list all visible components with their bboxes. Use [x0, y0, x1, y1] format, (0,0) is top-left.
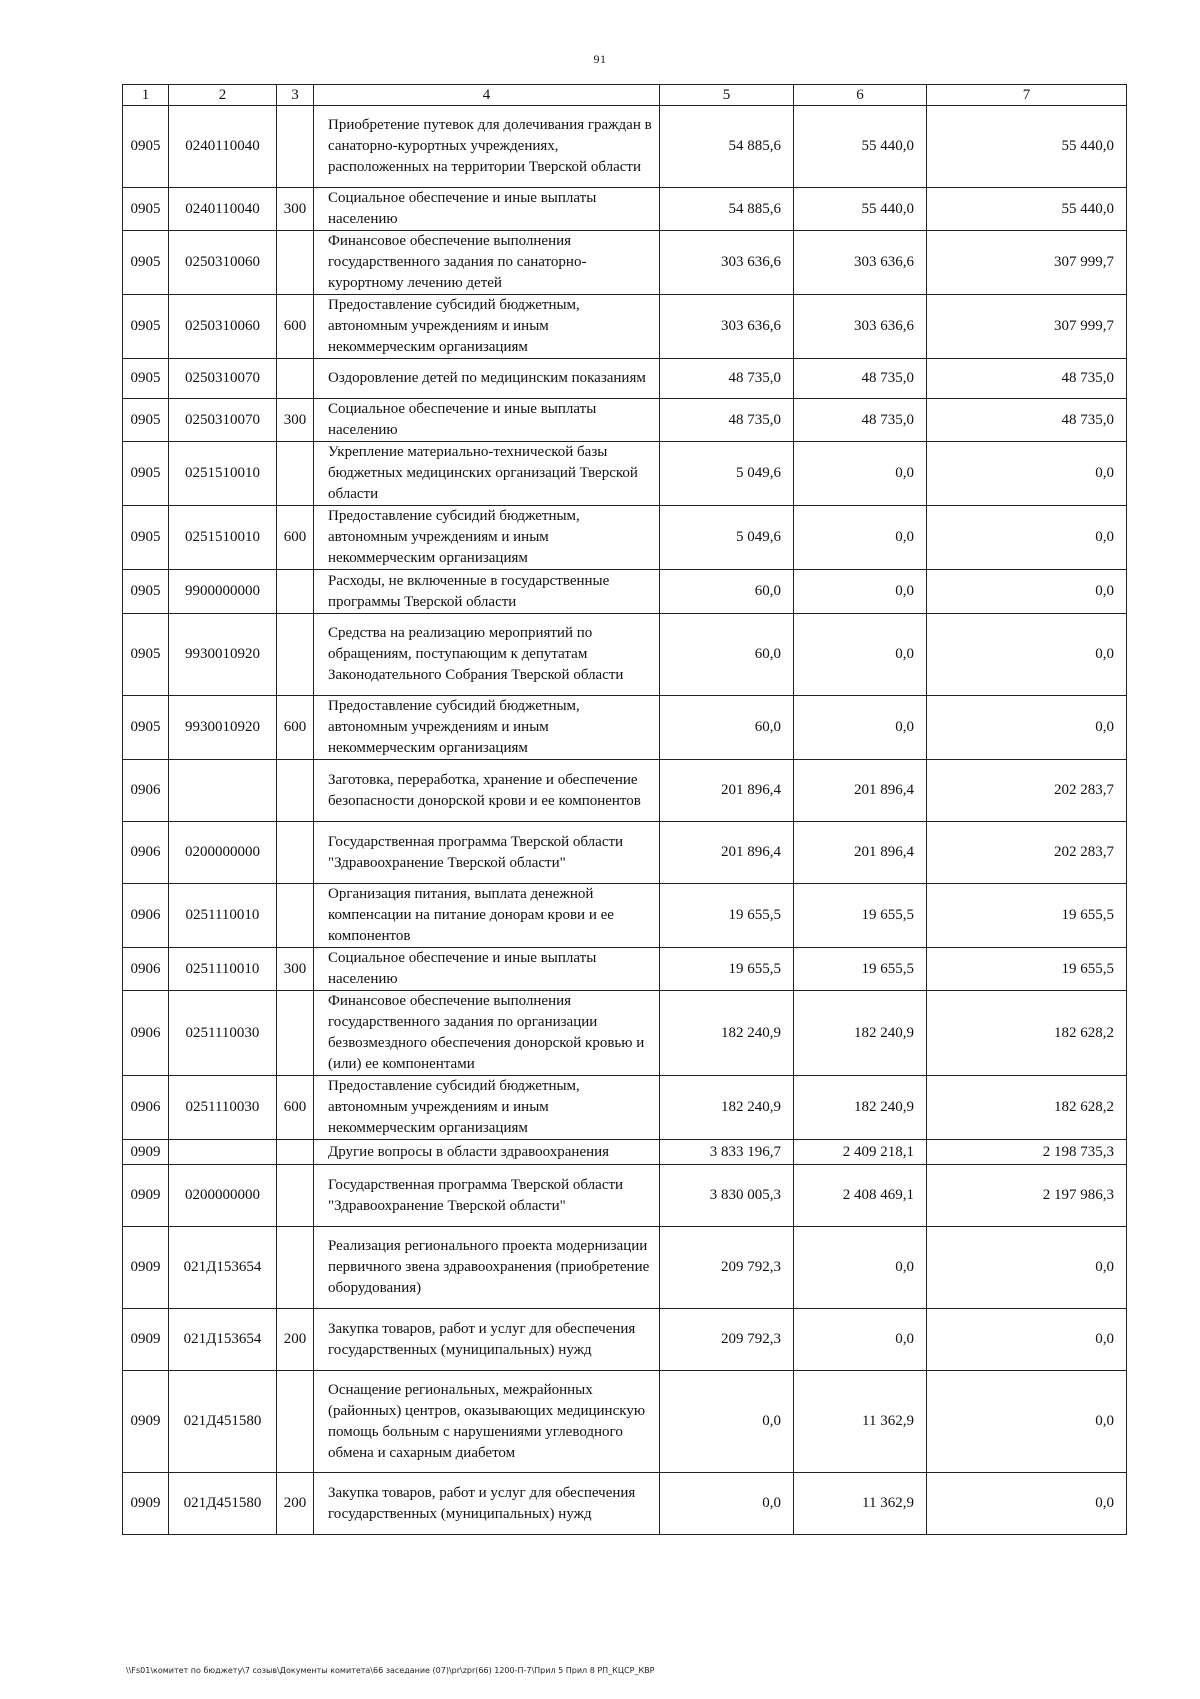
- table-row: [123, 1165, 1127, 1227]
- cell-amount-col5: 201 896,4: [660, 760, 794, 822]
- cell-section-code: 0905: [123, 442, 169, 506]
- table-row: [123, 1076, 1127, 1140]
- cell-description: Социальное обеспечение и иные выплаты населению: [314, 188, 660, 231]
- cell-target-article: 0240110040: [169, 106, 277, 188]
- cell-expense-type: [277, 1227, 314, 1309]
- cell-amount-col7: 48 735,0: [927, 399, 1127, 442]
- table-row: [123, 614, 1127, 696]
- cell-expense-type: [277, 614, 314, 696]
- cell-amount-col5: 5 049,6: [660, 506, 794, 570]
- cell-description: Оснащение региональных, межрайонных (районных) центров, оказывающих медицинскую помощь больным с нарушениями углеводного обмена и сахарным диабетом: [314, 1371, 660, 1473]
- cell-description: Государственная программа Тверской области "Здравоохранение Тверской области": [314, 822, 660, 884]
- cell-amount-col7: 0,0: [927, 696, 1127, 760]
- cell-amount-col5: 303 636,6: [660, 231, 794, 295]
- cell-amount-col7: 182 628,2: [927, 991, 1127, 1076]
- cell-amount-col5: 0,0: [660, 1371, 794, 1473]
- cell-amount-col5: 3 830 005,3: [660, 1165, 794, 1227]
- cell-target-article: 0250310070: [169, 399, 277, 442]
- cell-section-code: 0905: [123, 359, 169, 399]
- cell-amount-col5: 182 240,9: [660, 991, 794, 1076]
- cell-amount-col6: 182 240,9: [794, 1076, 927, 1140]
- header-col-1: 1: [123, 85, 169, 106]
- table-row: [123, 1140, 1127, 1165]
- cell-expense-type: 200: [277, 1309, 314, 1371]
- cell-section-code: 0905: [123, 399, 169, 442]
- cell-amount-col7: 19 655,5: [927, 948, 1127, 991]
- cell-amount-col5: 209 792,3: [660, 1227, 794, 1309]
- cell-target-article: 021Д451580: [169, 1473, 277, 1535]
- cell-target-article: 021Д153654: [169, 1309, 277, 1371]
- cell-amount-col6: 48 735,0: [794, 399, 927, 442]
- cell-amount-col6: 2 408 469,1: [794, 1165, 927, 1227]
- cell-expense-type: 300: [277, 399, 314, 442]
- cell-section-code: 0906: [123, 760, 169, 822]
- cell-amount-col6: 0,0: [794, 614, 927, 696]
- cell-amount-col5: 182 240,9: [660, 1076, 794, 1140]
- cell-amount-col6: 0,0: [794, 1227, 927, 1309]
- cell-amount-col6: 201 896,4: [794, 760, 927, 822]
- cell-amount-col6: 182 240,9: [794, 991, 927, 1076]
- cell-amount-col7: 55 440,0: [927, 106, 1127, 188]
- table-row: [123, 948, 1127, 991]
- cell-target-article: [169, 1140, 277, 1165]
- cell-description: Приобретение путевок для долечивания граждан в санаторно-курортных учреждениях, расположенных на территории Тверской области: [314, 106, 660, 188]
- cell-amount-col5: 60,0: [660, 570, 794, 614]
- cell-target-article: 0251110010: [169, 948, 277, 991]
- cell-expense-type: [277, 760, 314, 822]
- cell-description: Социальное обеспечение и иные выплаты населению: [314, 399, 660, 442]
- cell-amount-col5: 0,0: [660, 1473, 794, 1535]
- cell-target-article: 0251510010: [169, 442, 277, 506]
- cell-description: Расходы, не включенные в государственные программы Тверской области: [314, 570, 660, 614]
- cell-description: Финансовое обеспечение выполнения государственного задания по организации безвозмездного обеспечения донорской кровью и (или) ее компонентами: [314, 991, 660, 1076]
- cell-amount-col5: 19 655,5: [660, 948, 794, 991]
- cell-target-article: 0250310060: [169, 295, 277, 359]
- table-row: [123, 822, 1127, 884]
- cell-section-code: 0909: [123, 1227, 169, 1309]
- cell-amount-col7: 202 283,7: [927, 760, 1127, 822]
- cell-amount-col7: 0,0: [927, 506, 1127, 570]
- cell-amount-col7: 0,0: [927, 1227, 1127, 1309]
- cell-description: Укрепление материально-технической базы бюджетных медицинских организаций Тверской области: [314, 442, 660, 506]
- header-col-4: 4: [314, 85, 660, 106]
- cell-target-article: 021Д451580: [169, 1371, 277, 1473]
- cell-amount-col5: 201 896,4: [660, 822, 794, 884]
- cell-target-article: 0251110030: [169, 1076, 277, 1140]
- cell-expense-type: 600: [277, 1076, 314, 1140]
- table-row: [123, 991, 1127, 1076]
- cell-target-article: 9930010920: [169, 696, 277, 760]
- header-col-7: 7: [927, 85, 1127, 106]
- cell-expense-type: [277, 442, 314, 506]
- table-row: [123, 506, 1127, 570]
- cell-amount-col6: 0,0: [794, 506, 927, 570]
- cell-amount-col5: 3 833 196,7: [660, 1140, 794, 1165]
- table-row: [123, 442, 1127, 506]
- table-row: [123, 106, 1127, 188]
- cell-amount-col6: 11 362,9: [794, 1371, 927, 1473]
- cell-expense-type: [277, 884, 314, 948]
- cell-section-code: 0905: [123, 188, 169, 231]
- cell-expense-type: [277, 231, 314, 295]
- cell-target-article: 0250310060: [169, 231, 277, 295]
- cell-expense-type: [277, 822, 314, 884]
- cell-section-code: 0909: [123, 1140, 169, 1165]
- cell-amount-col7: 0,0: [927, 1371, 1127, 1473]
- cell-target-article: 9930010920: [169, 614, 277, 696]
- cell-amount-col5: 303 636,6: [660, 295, 794, 359]
- table-row: [123, 1227, 1127, 1309]
- cell-section-code: 0906: [123, 884, 169, 948]
- cell-expense-type: [277, 359, 314, 399]
- table-row: [123, 1371, 1127, 1473]
- table-row: [123, 1473, 1127, 1535]
- cell-description: Закупка товаров, работ и услуг для обеспечения государственных (муниципальных) нужд: [314, 1473, 660, 1535]
- cell-section-code: 0906: [123, 991, 169, 1076]
- cell-section-code: 0906: [123, 1076, 169, 1140]
- cell-amount-col7: 0,0: [927, 614, 1127, 696]
- table-row: [123, 188, 1127, 231]
- cell-amount-col7: 202 283,7: [927, 822, 1127, 884]
- table-row: [123, 696, 1127, 760]
- cell-expense-type: 600: [277, 295, 314, 359]
- cell-amount-col6: 48 735,0: [794, 359, 927, 399]
- cell-amount-col7: 0,0: [927, 442, 1127, 506]
- cell-target-article: 9900000000: [169, 570, 277, 614]
- header-col-5: 5: [660, 85, 794, 106]
- table-row: [123, 884, 1127, 948]
- cell-target-article: 0251110010: [169, 884, 277, 948]
- cell-amount-col5: 54 885,6: [660, 106, 794, 188]
- cell-section-code: 0905: [123, 231, 169, 295]
- cell-description: Организация питания, выплата денежной компенсации на питание донорам крови и ее компонентов: [314, 884, 660, 948]
- cell-amount-col7: 2 197 986,3: [927, 1165, 1127, 1227]
- cell-section-code: 0906: [123, 948, 169, 991]
- cell-expense-type: [277, 991, 314, 1076]
- cell-description: Закупка товаров, работ и услуг для обеспечения государственных (муниципальных) нужд: [314, 1309, 660, 1371]
- cell-target-article: [169, 760, 277, 822]
- cell-amount-col7: 0,0: [927, 1309, 1127, 1371]
- cell-amount-col7: 55 440,0: [927, 188, 1127, 231]
- cell-amount-col7: 307 999,7: [927, 231, 1127, 295]
- cell-expense-type: [277, 106, 314, 188]
- cell-expense-type: 300: [277, 948, 314, 991]
- cell-amount-col6: 2 409 218,1: [794, 1140, 927, 1165]
- cell-description: Социальное обеспечение и иные выплаты населению: [314, 948, 660, 991]
- cell-target-article: 0240110040: [169, 188, 277, 231]
- cell-expense-type: [277, 1165, 314, 1227]
- cell-amount-col6: 55 440,0: [794, 188, 927, 231]
- cell-target-article: 0200000000: [169, 822, 277, 884]
- cell-description: Предоставление субсидий бюджетным, автономным учреждениям и иным некоммерческим организациям: [314, 506, 660, 570]
- cell-amount-col5: 209 792,3: [660, 1309, 794, 1371]
- cell-expense-type: 600: [277, 506, 314, 570]
- cell-amount-col6: 19 655,5: [794, 884, 927, 948]
- cell-amount-col5: 48 735,0: [660, 359, 794, 399]
- cell-description: Предоставление субсидий бюджетным, автономным учреждениям и иным некоммерческим организациям: [314, 696, 660, 760]
- cell-amount-col5: 48 735,0: [660, 399, 794, 442]
- cell-expense-type: 600: [277, 696, 314, 760]
- cell-amount-col7: 0,0: [927, 570, 1127, 614]
- cell-description: Предоставление субсидий бюджетным, автономным учреждениям и иным некоммерческим организациям: [314, 295, 660, 359]
- cell-amount-col7: 48 735,0: [927, 359, 1127, 399]
- cell-description: Оздоровление детей по медицинским показаниям: [314, 359, 660, 399]
- table-body: [123, 106, 1127, 1535]
- cell-expense-type: [277, 1140, 314, 1165]
- cell-section-code: 0909: [123, 1309, 169, 1371]
- cell-section-code: 0909: [123, 1371, 169, 1473]
- cell-amount-col6: 55 440,0: [794, 106, 927, 188]
- cell-target-article: 0250310070: [169, 359, 277, 399]
- cell-target-article: 0251510010: [169, 506, 277, 570]
- header-row: [123, 85, 1127, 106]
- footer-file-path: \\Fs01\комитет по бюджету\7 созыв\Документы комитета\66 заседание (07)\pr\zpr(66) 1200-П-7\Прил 5 Прил 8 РП_КЦСР_КВР: [126, 1666, 655, 1675]
- header-col-6: 6: [794, 85, 927, 106]
- cell-amount-col5: 60,0: [660, 696, 794, 760]
- cell-amount-col6: 11 362,9: [794, 1473, 927, 1535]
- cell-section-code: 0905: [123, 295, 169, 359]
- cell-expense-type: [277, 570, 314, 614]
- cell-amount-col5: 5 049,6: [660, 442, 794, 506]
- table-row: [123, 399, 1127, 442]
- cell-section-code: 0905: [123, 506, 169, 570]
- table-row: [123, 570, 1127, 614]
- cell-amount-col7: 0,0: [927, 1473, 1127, 1535]
- cell-expense-type: [277, 1371, 314, 1473]
- cell-amount-col6: 0,0: [794, 442, 927, 506]
- table-row: [123, 231, 1127, 295]
- cell-section-code: 0905: [123, 570, 169, 614]
- table-row: [123, 760, 1127, 822]
- cell-amount-col6: 19 655,5: [794, 948, 927, 991]
- cell-description: Средства на реализацию мероприятий по обращениям, поступающим к депутатам Законодательного Собрания Тверской области: [314, 614, 660, 696]
- cell-section-code: 0909: [123, 1165, 169, 1227]
- cell-description: Финансовое обеспечение выполнения государственного задания по санаторно-курортному лечению детей: [314, 231, 660, 295]
- table-row: [123, 1309, 1127, 1371]
- cell-section-code: 0905: [123, 696, 169, 760]
- cell-description: Государственная программа Тверской области "Здравоохранение Тверской области": [314, 1165, 660, 1227]
- cell-description: Реализация регионального проекта модернизации первичного звена здравоохранения (приобретение оборудования): [314, 1227, 660, 1309]
- cell-amount-col5: 19 655,5: [660, 884, 794, 948]
- cell-section-code: 0906: [123, 822, 169, 884]
- cell-amount-col6: 303 636,6: [794, 231, 927, 295]
- cell-description: Заготовка, переработка, хранение и обеспечение безопасности донорской крови и ее компонентов: [314, 760, 660, 822]
- page-number: 91: [593, 52, 607, 66]
- header-col-2: 2: [169, 85, 277, 106]
- budget-table: [122, 84, 1127, 1535]
- cell-expense-type: 300: [277, 188, 314, 231]
- table-row: [123, 295, 1127, 359]
- cell-amount-col6: 0,0: [794, 570, 927, 614]
- cell-description: Предоставление субсидий бюджетным, автономным учреждениям и иным некоммерческим организациям: [314, 1076, 660, 1140]
- cell-amount-col7: 19 655,5: [927, 884, 1127, 948]
- cell-amount-col5: 60,0: [660, 614, 794, 696]
- cell-amount-col6: 0,0: [794, 696, 927, 760]
- cell-target-article: 0200000000: [169, 1165, 277, 1227]
- cell-target-article: 021Д153654: [169, 1227, 277, 1309]
- cell-section-code: 0909: [123, 1473, 169, 1535]
- header-col-3: 3: [277, 85, 314, 106]
- cell-description: Другие вопросы в области здравоохранения: [314, 1140, 660, 1165]
- cell-target-article: 0251110030: [169, 991, 277, 1076]
- cell-amount-col7: 182 628,2: [927, 1076, 1127, 1140]
- table-row: [123, 359, 1127, 399]
- cell-amount-col5: 54 885,6: [660, 188, 794, 231]
- cell-section-code: 0905: [123, 106, 169, 188]
- cell-section-code: 0905: [123, 614, 169, 696]
- cell-expense-type: 200: [277, 1473, 314, 1535]
- cell-amount-col6: 201 896,4: [794, 822, 927, 884]
- cell-amount-col7: 307 999,7: [927, 295, 1127, 359]
- cell-amount-col6: 303 636,6: [794, 295, 927, 359]
- cell-amount-col7: 2 198 735,3: [927, 1140, 1127, 1165]
- cell-amount-col6: 0,0: [794, 1309, 927, 1371]
